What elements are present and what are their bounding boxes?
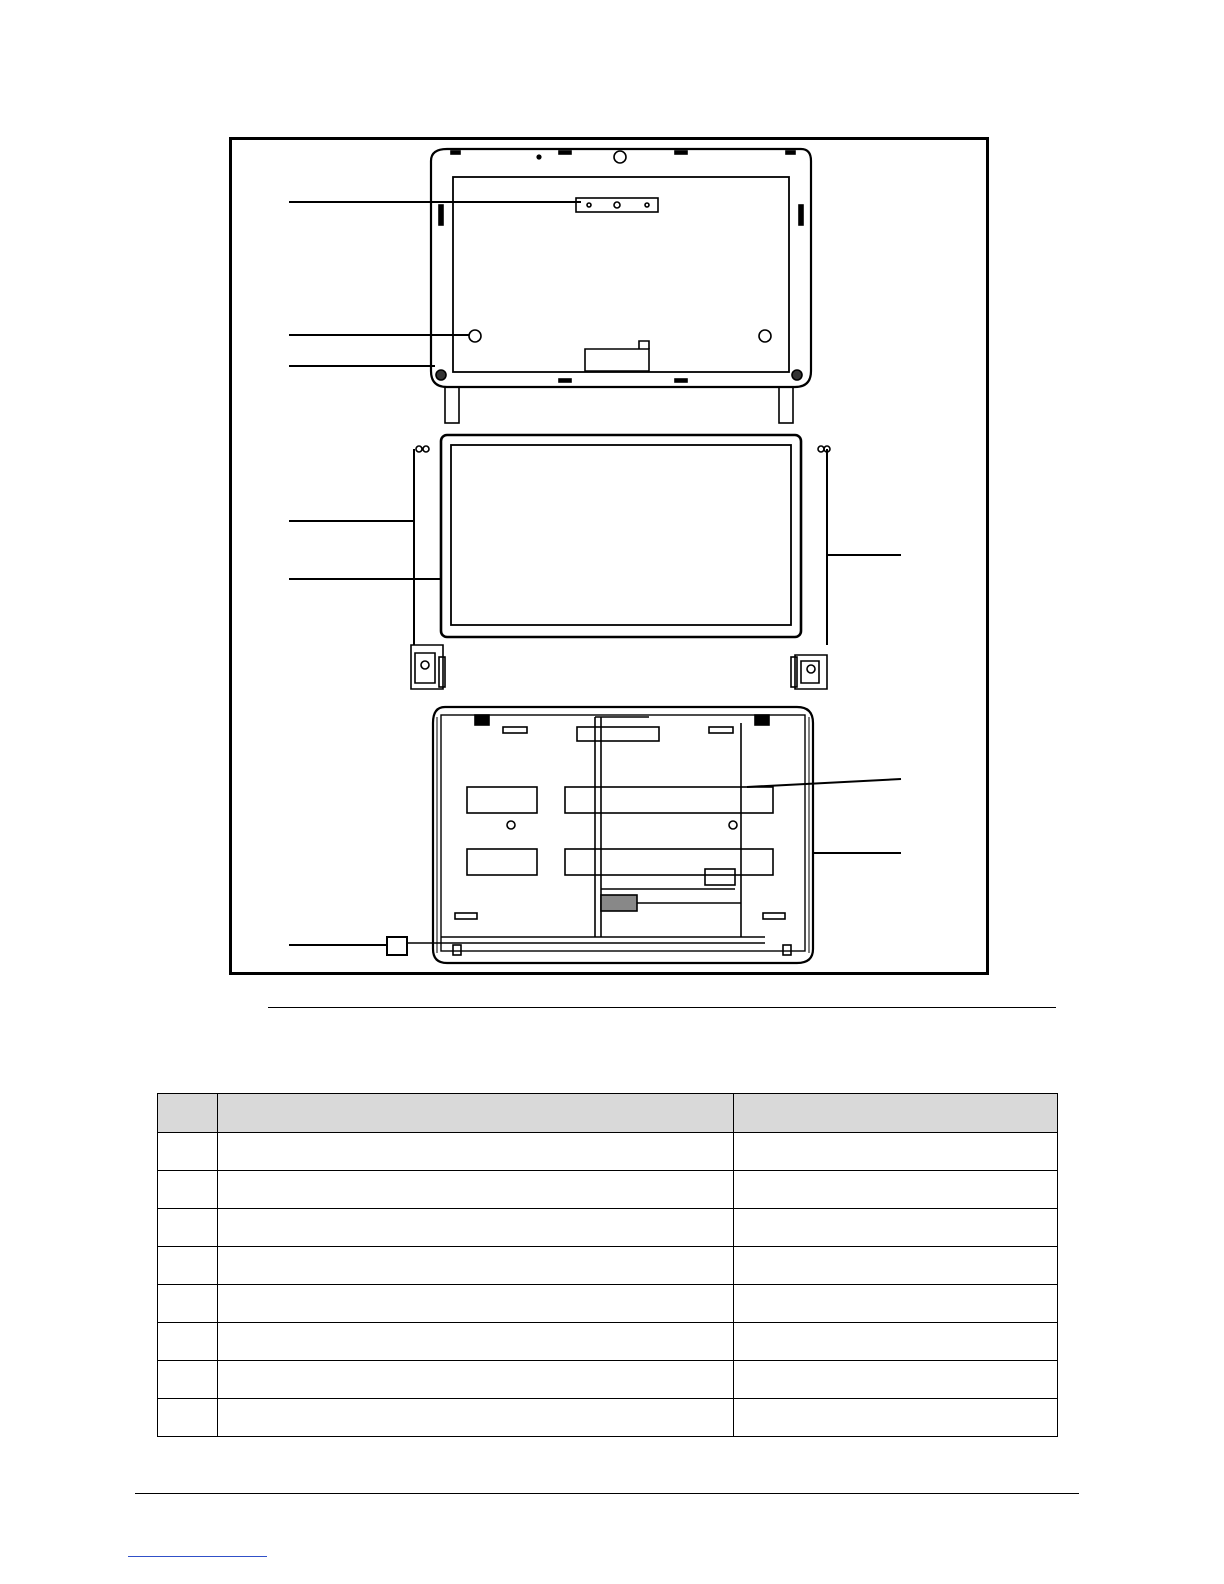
table-cell xyxy=(734,1171,1058,1209)
lcd-cable xyxy=(441,717,765,943)
table-row xyxy=(158,1323,1058,1361)
table-cell xyxy=(734,1209,1058,1247)
table-cell xyxy=(218,1171,734,1209)
table-cell xyxy=(218,1323,734,1361)
camera-module xyxy=(576,198,658,212)
lcd-bezel xyxy=(431,149,811,423)
table-cell xyxy=(734,1399,1058,1437)
table-cell xyxy=(218,1399,734,1437)
table-row xyxy=(158,1209,1058,1247)
table-cell xyxy=(158,1285,218,1323)
lcd-panel xyxy=(441,435,801,637)
table-cell xyxy=(158,1171,218,1209)
table-row xyxy=(158,1399,1058,1437)
lcd-module-exploded-diagram xyxy=(229,137,989,975)
table-cell xyxy=(158,1247,218,1285)
header-part-number xyxy=(734,1094,1058,1133)
right-hinge-bracket xyxy=(791,446,830,689)
table-row xyxy=(158,1247,1058,1285)
table-cell xyxy=(218,1361,734,1399)
header-description xyxy=(218,1094,734,1133)
footer-divider xyxy=(135,1493,1079,1494)
table-cell xyxy=(218,1133,734,1171)
table-cell xyxy=(158,1133,218,1171)
footer-link[interactable] xyxy=(128,1556,267,1557)
table-cell xyxy=(158,1361,218,1399)
callout-leader-7 xyxy=(747,779,901,787)
parts-table xyxy=(157,1093,1058,1437)
table-row xyxy=(158,1171,1058,1209)
table-cell xyxy=(734,1323,1058,1361)
table-cell xyxy=(218,1247,734,1285)
caption-divider xyxy=(268,1007,1056,1008)
table-cell xyxy=(734,1247,1058,1285)
table-cell xyxy=(158,1323,218,1361)
table-cell xyxy=(734,1133,1058,1171)
lcd-cover xyxy=(387,707,813,963)
table-cell xyxy=(218,1209,734,1247)
table-cell xyxy=(158,1209,218,1247)
table-cell xyxy=(158,1399,218,1437)
header-no xyxy=(158,1094,218,1133)
table-cell xyxy=(734,1361,1058,1399)
table-row xyxy=(158,1285,1058,1323)
table-cell xyxy=(218,1285,734,1323)
table-row xyxy=(158,1133,1058,1171)
table-row xyxy=(158,1361,1058,1399)
table-header-row xyxy=(158,1094,1058,1133)
table-cell xyxy=(734,1285,1058,1323)
